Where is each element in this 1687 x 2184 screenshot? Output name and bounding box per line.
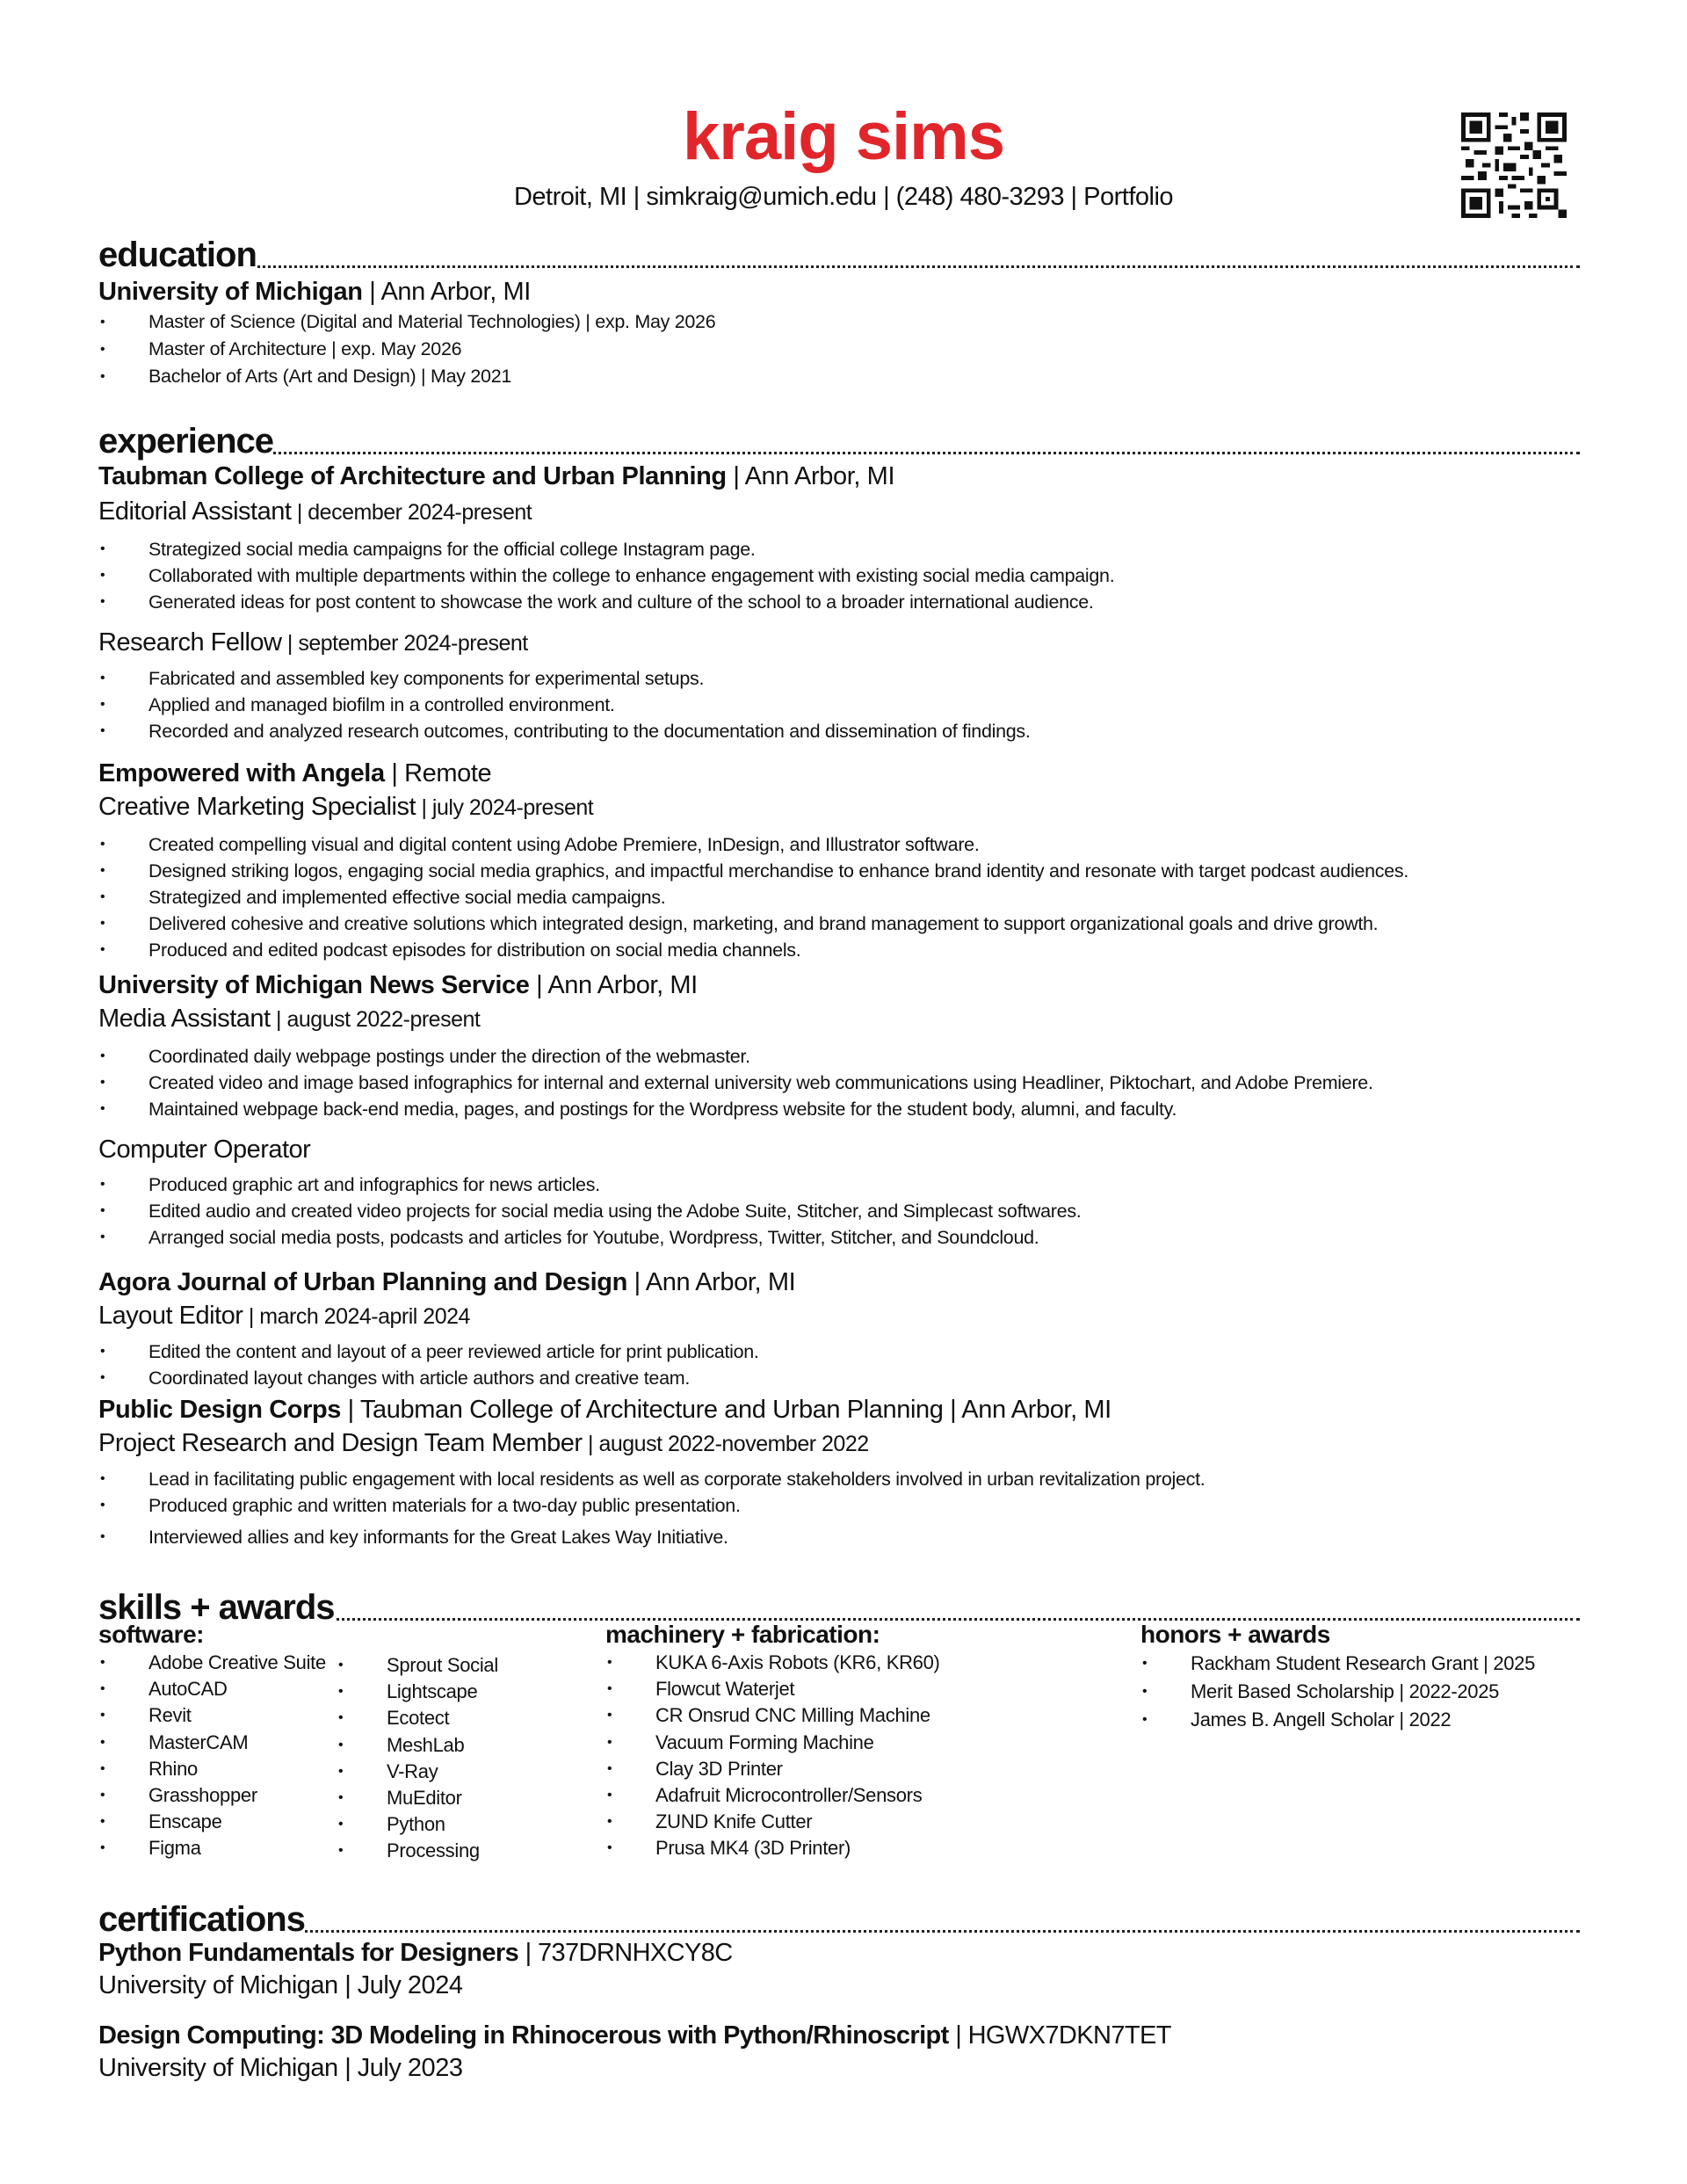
list-item: • Figma — [98, 1835, 353, 1861]
bullet-list — [98, 831, 1592, 963]
column-title: software: — [98, 1621, 204, 1648]
list-item: • Produced graphic and written materials for a two-day public presentation. — [98, 1492, 1592, 1519]
list-item: • Processing — [337, 1838, 565, 1864]
experience-role: Creative Marketing Specialist | july 2024-present — [98, 793, 594, 821]
candidate-name: kraig sims — [683, 99, 1004, 174]
skills-machinery — [605, 1620, 1097, 1862]
list-item: • Maintained webpage back-end media, pages, and postings for the Wordpress website for the student body, alumni, and faculty. — [98, 1096, 1592, 1122]
list-item: • Created compelling visual and digital content using Adobe Premiere, InDesign, and Illustrator software. — [98, 831, 1592, 858]
bullet-list — [98, 1339, 1592, 1391]
experience-agora — [98, 1266, 1592, 1391]
list-item: • James B. Angell Scholar | 2022 — [1140, 1706, 1580, 1734]
experience-role: Computer Operator — [98, 1136, 311, 1164]
column-title: machinery + fabrication: — [605, 1621, 880, 1648]
bullet-list — [98, 536, 1592, 615]
list-item: • Ecotect — [337, 1705, 565, 1731]
list-item: • Enscape — [98, 1809, 353, 1835]
section-heading-skills: skills + awards — [98, 1583, 1580, 1621]
certification-item — [98, 2019, 1592, 2084]
list-item: • Edited audio and created video projects for social media using the Adobe Suite, Stitcher, and Simplecast softwares. — [98, 1198, 1592, 1224]
honors-list — [1140, 1650, 1580, 1734]
software-list-2 — [337, 1652, 565, 1865]
education-block — [98, 275, 1592, 390]
list-item: • V-Ray — [337, 1759, 565, 1785]
bullet-list — [98, 1043, 1592, 1122]
certification-item — [98, 1936, 1592, 2001]
list-item: • Adobe Creative Suite — [98, 1650, 353, 1676]
skills-software — [98, 1620, 353, 1862]
list-item: • Designed striking logos, engaging social media graphics, and impactful merchandise to enhance brand identity and resonate with target podcast audiences. — [98, 858, 1592, 884]
list-item: • Revit — [98, 1702, 353, 1729]
list-item: • Lead in facilitating public engagement with local residents as well as corporate stakeholders involved in urban revitalization project. — [98, 1466, 1592, 1492]
experience-org: Empowered with Angela | Remote — [98, 759, 492, 787]
list-item: • Clay 3D Printer — [605, 1756, 1097, 1782]
certification-issuer: University of Michigan | July 2024 — [98, 1971, 463, 1999]
experience-taubman — [98, 460, 1592, 744]
list-item: • CR Onsrud CNC Milling Machine — [605, 1702, 1097, 1729]
experience-role: Layout Editor | march 2024-april 2024 — [98, 1302, 470, 1330]
software-list-1 — [98, 1650, 353, 1862]
list-item: • MuEditor — [337, 1785, 565, 1811]
list-item: • Applied and managed biofilm in a controlled environment. — [98, 692, 1592, 718]
list-item: • Prusa MK4 (3D Printer) — [605, 1835, 1097, 1861]
experience-org: Public Design Corps | Taubman College of Architecture and Urban Planning | Ann Arbor, MI — [98, 1396, 1111, 1424]
experience-role: Editorial Assistant | december 2024-present — [98, 497, 532, 526]
experience-angela — [98, 757, 1592, 963]
list-item: • MasterCAM — [98, 1730, 353, 1756]
list-item: • Recorded and analyzed research outcomes, contributing to the documentation and dissemination of findings. — [98, 718, 1592, 744]
experience-role: Research Fellow | september 2024-present — [98, 628, 528, 657]
experience-org: Agora Journal of Urban Planning and Design | Ann Arbor, MI — [98, 1268, 796, 1296]
section-heading-experience: experience — [98, 417, 1580, 454]
certification-title: Python Fundamentals for Designers | 737DRNHXCY8C — [98, 1939, 733, 1967]
list-item: • Merit Based Scholarship | 2022-2025 — [1140, 1678, 1580, 1706]
section-heading-certifications: certifications — [98, 1895, 1580, 1933]
contact-line: Detroit, MI | simkraig@umich.edu | (248) 480-3293 | Portfolio — [513, 183, 1174, 211]
skills-honors — [1140, 1620, 1580, 1734]
list-item: • Fabricated and assembled key components for experimental setups. — [98, 665, 1592, 692]
skills-software-2 — [337, 1652, 565, 1865]
list-item: • Delivered cohesive and creative solutions which integrated design, marketing, and brand management to support organizational goals and drive growth. — [98, 911, 1592, 937]
list-item: • Generated ideas for post content to showcase the work and culture of the school to a broader international audience. — [98, 589, 1592, 615]
list-item: • Sprout Social — [337, 1652, 565, 1679]
list-item: • AutoCAD — [98, 1676, 353, 1702]
list-item: • Collaborated with multiple departments within the college to enhance engagement with existing social media campaign. — [98, 562, 1592, 589]
list-item: • Produced graphic art and infographics for news articles. — [98, 1172, 1592, 1198]
experience-org: Taubman College of Architecture and Urban Planning | Ann Arbor, MI — [98, 462, 895, 490]
list-item: • MeshLab — [337, 1732, 565, 1759]
experience-news-service — [98, 969, 1592, 1251]
experience-public-design-corps — [98, 1393, 1592, 1550]
list-item: • Rackham Student Research Grant | 2025 — [1140, 1650, 1580, 1678]
list-item: • Master of Science (Digital and Material Technologies) | exp. May 2026 — [98, 308, 1592, 336]
list-item: • Interviewed allies and key informants for the Great Lakes Way Initiative. — [98, 1524, 1592, 1550]
list-item: • Flowcut Waterjet — [605, 1676, 1097, 1702]
list-item: • Rhino — [98, 1756, 353, 1782]
bullet-list — [98, 1466, 1592, 1550]
bullet-list — [98, 1172, 1592, 1251]
list-item: • Edited the content and layout of a peer reviewed article for print publication. — [98, 1339, 1592, 1365]
list-item: • Coordinated daily webpage postings under the direction of the webmaster. — [98, 1043, 1592, 1070]
list-item: • Vacuum Forming Machine — [605, 1730, 1097, 1756]
list-item: • Lightscape — [337, 1679, 565, 1705]
experience-role: Project Research and Design Team Member | august 2022-november 2022 — [98, 1429, 869, 1457]
experience-role: Media Assistant | august 2022-present — [98, 1005, 481, 1033]
degree-list — [98, 308, 1592, 390]
list-item: • Arranged social media posts, podcasts and articles for Youtube, Wordpress, Twitter, Stitcher, and Soundcloud. — [98, 1224, 1592, 1251]
education-org: University of Michigan | Ann Arbor, MI — [98, 278, 531, 306]
list-item: • Adafruit Microcontroller/Sensors — [605, 1782, 1097, 1809]
list-item: • Coordinated layout changes with article authors and creative team. — [98, 1365, 1592, 1391]
qr-code-icon[interactable] — [1461, 112, 1567, 218]
list-item: • Strategized social media campaigns for the official college Instagram page. — [98, 536, 1592, 562]
experience-org: University of Michigan News Service | Ann Arbor, MI — [98, 971, 698, 999]
certification-issuer: University of Michigan | July 2023 — [98, 2054, 463, 2082]
list-item: • ZUND Knife Cutter — [605, 1809, 1097, 1835]
column-title: honors + awards — [1140, 1621, 1330, 1648]
list-item: • Python — [337, 1811, 565, 1838]
machinery-list — [605, 1650, 1097, 1862]
list-item: • Strategized and implemented effective social media campaigns. — [98, 884, 1592, 911]
certification-title: Design Computing: 3D Modeling in Rhinocerous with Python/Rhinoscript | HGWX7DKN7TET — [98, 2021, 1171, 2050]
bullet-list — [98, 665, 1592, 744]
section-heading-education: education — [98, 230, 1580, 268]
list-item: • KUKA 6-Axis Robots (KR6, KR60) — [605, 1650, 1097, 1676]
list-item: • Grasshopper — [98, 1782, 353, 1809]
list-item: • Master of Architecture | exp. May 2026 — [98, 336, 1592, 363]
list-item: • Bachelor of Arts (Art and Design) | May 2021 — [98, 363, 1592, 390]
list-item: • Produced and edited podcast episodes for distribution on social media channels. — [98, 937, 1592, 963]
list-item: • Created video and image based infographics for internal and external university web communications using Headliner, Piktochart, and Adobe Premiere. — [98, 1070, 1592, 1096]
